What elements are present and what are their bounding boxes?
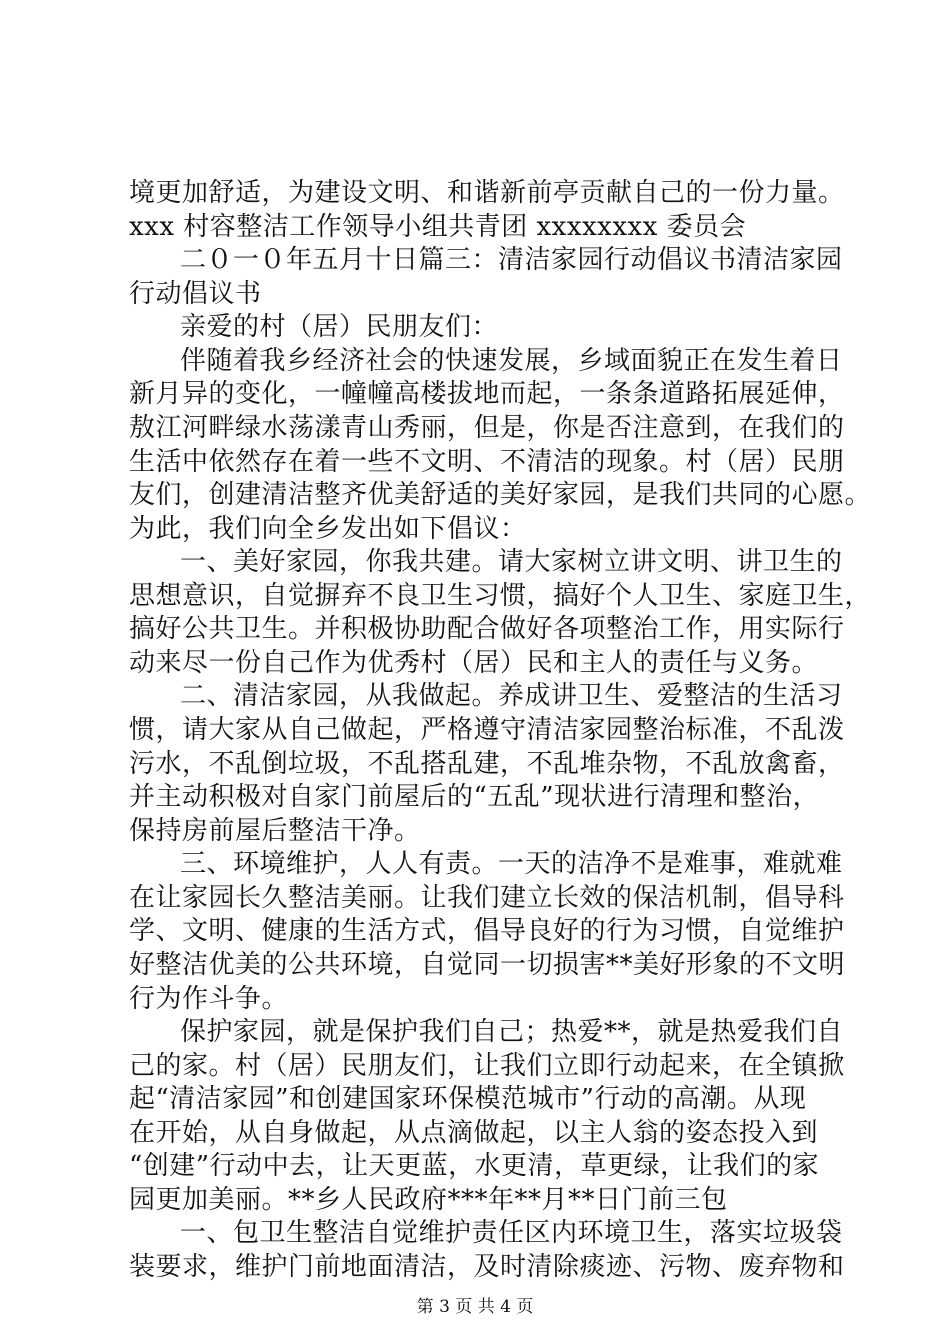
text-line: 二、清洁家园，从我做起。养成讲卫生、爱整洁的生活习 xyxy=(180,681,843,711)
text-line: 己的家。村（居）民朋友们，让我们立即行动起来，在全镇掀 xyxy=(129,1051,845,1081)
text-line: 三、环境维护，人人有责。一天的洁净不是难事，难就难 xyxy=(180,849,843,879)
text-line: 亲爱的村（居）民朋友们： xyxy=(180,312,499,342)
text-line: 一、美好家园，你我共建。请大家树立讲文明、讲卫生的 xyxy=(180,547,843,577)
text-line: 行为作斗争。 xyxy=(129,984,289,1014)
text-line: 保持房前屋后整洁干净。 xyxy=(129,816,421,846)
text-line: 在开始，从自身做起，从点滴做起，以主人翁的姿态投入到 xyxy=(129,1118,819,1148)
text-line: 学、文明、健康的生活方式，倡导良好的行为习惯，自觉维护 xyxy=(129,916,845,946)
text-line: 装要求，维护门前地面清洁，及时清除痰迹、污物、废弃物和 xyxy=(129,1252,845,1282)
text-line: 新月异的变化，一幢幢高楼拔地而起，一条条道路拓展延伸， xyxy=(129,379,845,409)
text-line: 友们，创建清洁整齐优美舒适的美好家园，是我们共同的心愿。 xyxy=(129,480,872,510)
text-line: 好整洁优美的公共环境，自觉同一切损害**美好形象的不文明 xyxy=(129,950,846,980)
text-line: 思想意识，自觉摒弃不良卫生习惯，搞好个人卫生、家庭卫生， xyxy=(129,581,872,611)
text-line: 敖江河畔绿水荡漾青山秀丽，但是，你是否注意到，在我们的 xyxy=(129,413,845,443)
text-line: 在让家园长久整洁美丽。让我们建立长效的保洁机制，倡导科 xyxy=(129,883,845,913)
text-line: 一、包卫生整洁自觉维护责任区内环境卫生，落实垃圾袋 xyxy=(180,1218,843,1248)
page-number-footer: 第 3 页 共 4 页 xyxy=(416,1297,534,1317)
text-line: 园更加美丽。**乡人民政府***年**月**日门前三包 xyxy=(129,1185,728,1215)
text-line: 伴随着我乡经济社会的快速发展，乡域面貌正在发生着日 xyxy=(180,346,843,376)
text-line: 为此，我们向全乡发出如下倡议： xyxy=(129,514,527,544)
text-line: 生活中依然存在着一些不文明、不清洁的现象。村（居）民朋 xyxy=(129,447,845,477)
text-line: 动来尽一份自己作为优秀村（居）民和主人的责任与义务。 xyxy=(129,648,819,678)
text-line: “创建”行动中去，让天更蓝，水更清，草更绿，让我们的家 xyxy=(129,1151,820,1181)
text-line: 搞好公共卫生。并积极协助配合做好各项整治工作，用实际行 xyxy=(129,614,845,644)
text-line: 起“清洁家园”和创建国家环保模范城市”行动的高潮。从现 xyxy=(129,1084,807,1114)
text-line: 污水，不乱倒垃圾，不乱搭乱建，不乱堆杂物，不乱放禽畜， xyxy=(129,749,845,779)
text-line: 境更加舒适，为建设文明、和谐新前亭贡献自己的一份力量。 xyxy=(129,178,845,208)
text-line: 并主动积极对自家门前屋后的“五乱”现状进行清理和整治， xyxy=(129,782,820,812)
text-line: 保护家园，就是保护我们自己；热爱**，就是热爱我们自 xyxy=(180,1017,844,1047)
text-line: xxx 村容整洁工作领导小组共青团 xxxxxxxx 委员会 xyxy=(129,212,747,242)
text-line: 二０一０年五月十日篇三：清洁家园行动倡议书清洁家园 xyxy=(180,245,843,275)
text-line: 惯，请大家从自己做起，严格遵守清洁家园整治标准，不乱泼 xyxy=(129,715,845,745)
text-line: 行动倡议书 xyxy=(129,279,262,309)
